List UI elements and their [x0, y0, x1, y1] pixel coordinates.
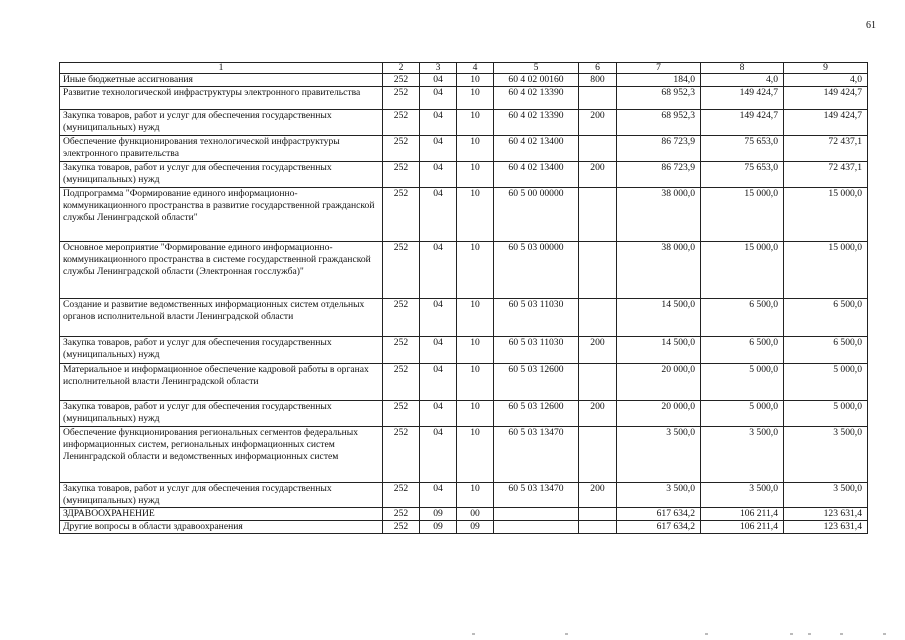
cell-col2: 252 — [383, 187, 420, 241]
cell-subsection: 00 — [457, 508, 494, 521]
cell-section: 04 — [420, 241, 457, 298]
cell-section: 04 — [420, 400, 457, 426]
cell-section: 04 — [420, 336, 457, 363]
cell-target-article: 60 5 00 00000 — [494, 187, 579, 241]
column-header: 8 — [701, 63, 784, 74]
cell-col2: 252 — [383, 87, 420, 110]
cell-target-article: 60 5 03 11030 — [494, 298, 579, 336]
cell-subsection: 10 — [457, 74, 494, 87]
cell-amount-col7: 617 634,2 — [617, 508, 701, 521]
table-row — [60, 482, 868, 507]
row-name: Закупка товаров, работ и услуг для обеспечения государственных (муниципальных) нужд — [60, 482, 383, 507]
cell-section: 04 — [420, 87, 457, 110]
cell-target-article: 60 5 03 12600 — [494, 363, 579, 400]
cell-col2: 252 — [383, 135, 420, 161]
cell-expense-type — [579, 187, 617, 241]
cell-amount-col7: 3 500,0 — [617, 482, 701, 507]
cell-amount-col8: 3 500,0 — [701, 426, 784, 482]
cell-col2: 252 — [383, 298, 420, 336]
table-row — [60, 508, 868, 521]
cell-target-article: 60 5 03 11030 — [494, 336, 579, 363]
row-name: Другие вопросы в области здравоохранения — [60, 521, 383, 534]
table-row — [60, 336, 868, 363]
column-header: 5 — [494, 63, 579, 74]
table-row — [60, 187, 868, 241]
cell-expense-type — [579, 426, 617, 482]
column-header: 4 — [457, 63, 494, 74]
cell-expense-type: 200 — [579, 110, 617, 135]
cell-subsection: 10 — [457, 241, 494, 298]
cell-expense-type: 200 — [579, 400, 617, 426]
column-header: 3 — [420, 63, 457, 74]
row-name: Обеспечение функционирования технологической инфраструктуры электронного правительства — [60, 135, 383, 161]
cell-amount-col7: 68 952,3 — [617, 110, 701, 135]
cell-section: 04 — [420, 135, 457, 161]
row-name: Закупка товаров, работ и услуг для обеспечения государственных (муниципальных) нужд — [60, 336, 383, 363]
cell-col2: 252 — [383, 110, 420, 135]
row-name: Закупка товаров, работ и услуг для обеспечения государственных (муниципальных) нужд — [60, 161, 383, 187]
cell-amount-col9: 6 500,0 — [784, 336, 868, 363]
cell-target-article: 60 4 02 00160 — [494, 74, 579, 87]
cell-col2: 252 — [383, 336, 420, 363]
cell-expense-type: 800 — [579, 74, 617, 87]
cell-amount-col7: 38 000,0 — [617, 241, 701, 298]
cell-amount-col9: 6 500,0 — [784, 298, 868, 336]
cell-target-article: 60 5 03 12600 — [494, 400, 579, 426]
cell-expense-type: 200 — [579, 336, 617, 363]
cell-target-article: 60 4 02 13390 — [494, 87, 579, 110]
cell-col2: 252 — [383, 161, 420, 187]
page-number: 61 — [866, 20, 876, 31]
row-name: Закупка товаров, работ и услуг для обеспечения государственных (муниципальных) нужд — [60, 110, 383, 135]
cell-amount-col8: 149 424,7 — [701, 87, 784, 110]
cell-col2: 252 — [383, 426, 420, 482]
cell-section: 04 — [420, 482, 457, 507]
cell-section: 04 — [420, 426, 457, 482]
table-row — [60, 135, 868, 161]
row-name: Подпрограмма "Формирование единого информационно-коммуникационного пространства в развитие государственной гражданской службы Ленинградской области" — [60, 187, 383, 241]
cell-section: 04 — [420, 363, 457, 400]
cell-target-article: 60 5 03 00000 — [494, 241, 579, 298]
table-row — [60, 74, 868, 87]
table-header-row — [60, 63, 868, 74]
table-row — [60, 298, 868, 336]
cell-section: 09 — [420, 508, 457, 521]
cell-section: 09 — [420, 521, 457, 534]
cell-section: 04 — [420, 74, 457, 87]
cell-amount-col9: 15 000,0 — [784, 241, 868, 298]
cell-amount-col9: 5 000,0 — [784, 400, 868, 426]
cell-subsection: 10 — [457, 161, 494, 187]
cell-amount-col7: 184,0 — [617, 74, 701, 87]
cell-expense-type — [579, 508, 617, 521]
cell-subsection: 09 — [457, 521, 494, 534]
cell-subsection: 10 — [457, 336, 494, 363]
cell-amount-col8: 106 211,4 — [701, 508, 784, 521]
table-row — [60, 161, 868, 187]
cell-target-article: 60 5 03 13470 — [494, 482, 579, 507]
cell-amount-col7: 86 723,9 — [617, 135, 701, 161]
cell-subsection: 10 — [457, 187, 494, 241]
cell-amount-col7: 20 000,0 — [617, 400, 701, 426]
cell-amount-col8: 6 500,0 — [701, 298, 784, 336]
cell-subsection: 10 — [457, 400, 494, 426]
cell-section: 04 — [420, 298, 457, 336]
cell-amount-col7: 38 000,0 — [617, 187, 701, 241]
cell-amount-col8: 3 500,0 — [701, 482, 784, 507]
budget-table — [59, 62, 868, 534]
cell-expense-type — [579, 298, 617, 336]
cell-amount-col9: 15 000,0 — [784, 187, 868, 241]
cell-target-article — [494, 521, 579, 534]
cell-amount-col8: 75 653,0 — [701, 161, 784, 187]
column-header: 7 — [617, 63, 701, 74]
row-name: Обеспечение функционирования региональных сегментов федеральных информационных систем, региональных информационных систем Ленинградской области и ведомственных информационных систем — [60, 426, 383, 482]
cell-amount-col9: 3 500,0 — [784, 426, 868, 482]
cell-amount-col8: 106 211,4 — [701, 521, 784, 534]
cell-col2: 252 — [383, 74, 420, 87]
cell-expense-type — [579, 363, 617, 400]
row-name: Материальное и информационное обеспечение кадровой работы в органах исполнительной власти Ленинградской области — [60, 363, 383, 400]
cell-subsection: 10 — [457, 482, 494, 507]
cell-expense-type: 200 — [579, 161, 617, 187]
cell-section: 04 — [420, 110, 457, 135]
row-name: Закупка товаров, работ и услуг для обеспечения государственных (муниципальных) нужд — [60, 400, 383, 426]
cell-amount-col9: 123 631,4 — [784, 508, 868, 521]
cell-target-article: 60 4 02 13400 — [494, 135, 579, 161]
cell-col2: 252 — [383, 400, 420, 426]
cell-amount-col8: 75 653,0 — [701, 135, 784, 161]
cell-amount-col9: 149 424,7 — [784, 87, 868, 110]
cell-subsection: 10 — [457, 363, 494, 400]
cell-amount-col9: 4,0 — [784, 74, 868, 87]
cell-expense-type — [579, 241, 617, 298]
cell-subsection: 10 — [457, 110, 494, 135]
cell-subsection: 10 — [457, 298, 494, 336]
column-header: 2 — [383, 63, 420, 74]
cell-section: 04 — [420, 187, 457, 241]
cell-amount-col8: 15 000,0 — [701, 187, 784, 241]
cell-col2: 252 — [383, 241, 420, 298]
cell-col2: 252 — [383, 482, 420, 507]
cell-amount-col7: 3 500,0 — [617, 426, 701, 482]
table-row — [60, 87, 868, 110]
cell-expense-type — [579, 521, 617, 534]
cell-expense-type — [579, 135, 617, 161]
table-row — [60, 400, 868, 426]
cell-target-article — [494, 508, 579, 521]
cell-target-article: 60 4 02 13400 — [494, 161, 579, 187]
cell-amount-col8: 4,0 — [701, 74, 784, 87]
cell-amount-col7: 14 500,0 — [617, 336, 701, 363]
cell-subsection: 10 — [457, 87, 494, 110]
cell-col2: 252 — [383, 508, 420, 521]
cell-subsection: 10 — [457, 135, 494, 161]
scan-artifacts — [0, 633, 905, 637]
column-header: 9 — [784, 63, 868, 74]
cell-amount-col7: 86 723,9 — [617, 161, 701, 187]
cell-amount-col9: 149 424,7 — [784, 110, 868, 135]
row-name: Иные бюджетные ассигнования — [60, 74, 383, 87]
cell-amount-col9: 5 000,0 — [784, 363, 868, 400]
cell-amount-col8: 15 000,0 — [701, 241, 784, 298]
cell-amount-col8: 5 000,0 — [701, 363, 784, 400]
cell-subsection: 10 — [457, 426, 494, 482]
cell-expense-type — [579, 87, 617, 110]
cell-expense-type: 200 — [579, 482, 617, 507]
column-header: 1 — [60, 63, 383, 74]
table-row — [60, 110, 868, 135]
cell-amount-col9: 72 437,1 — [784, 135, 868, 161]
table-row — [60, 521, 868, 534]
cell-amount-col9: 123 631,4 — [784, 521, 868, 534]
cell-amount-col8: 149 424,7 — [701, 110, 784, 135]
cell-amount-col9: 72 437,1 — [784, 161, 868, 187]
column-header: 6 — [579, 63, 617, 74]
cell-section: 04 — [420, 161, 457, 187]
cell-target-article: 60 4 02 13390 — [494, 110, 579, 135]
cell-amount-col7: 68 952,3 — [617, 87, 701, 110]
table-row — [60, 363, 868, 400]
cell-amount-col9: 3 500,0 — [784, 482, 868, 507]
row-name: Создание и развитие ведомственных информационных систем отдельных органов исполнительной власти Ленинградской области — [60, 298, 383, 336]
cell-target-article: 60 5 03 13470 — [494, 426, 579, 482]
cell-col2: 252 — [383, 521, 420, 534]
table-row — [60, 426, 868, 482]
table-row — [60, 241, 868, 298]
cell-amount-col8: 6 500,0 — [701, 336, 784, 363]
row-name: Основное мероприятие "Формирование единого информационно-коммуникационного пространства в системе государственной гражданской службы Ленинградской области (Электронная госслужба)" — [60, 241, 383, 298]
cell-amount-col7: 20 000,0 — [617, 363, 701, 400]
row-name: ЗДРАВООХРАНЕНИЕ — [60, 508, 383, 521]
cell-amount-col8: 5 000,0 — [701, 400, 784, 426]
cell-amount-col7: 14 500,0 — [617, 298, 701, 336]
cell-amount-col7: 617 634,2 — [617, 521, 701, 534]
cell-col2: 252 — [383, 363, 420, 400]
row-name: Развитие технологической инфраструктуры электронного правительства — [60, 87, 383, 110]
